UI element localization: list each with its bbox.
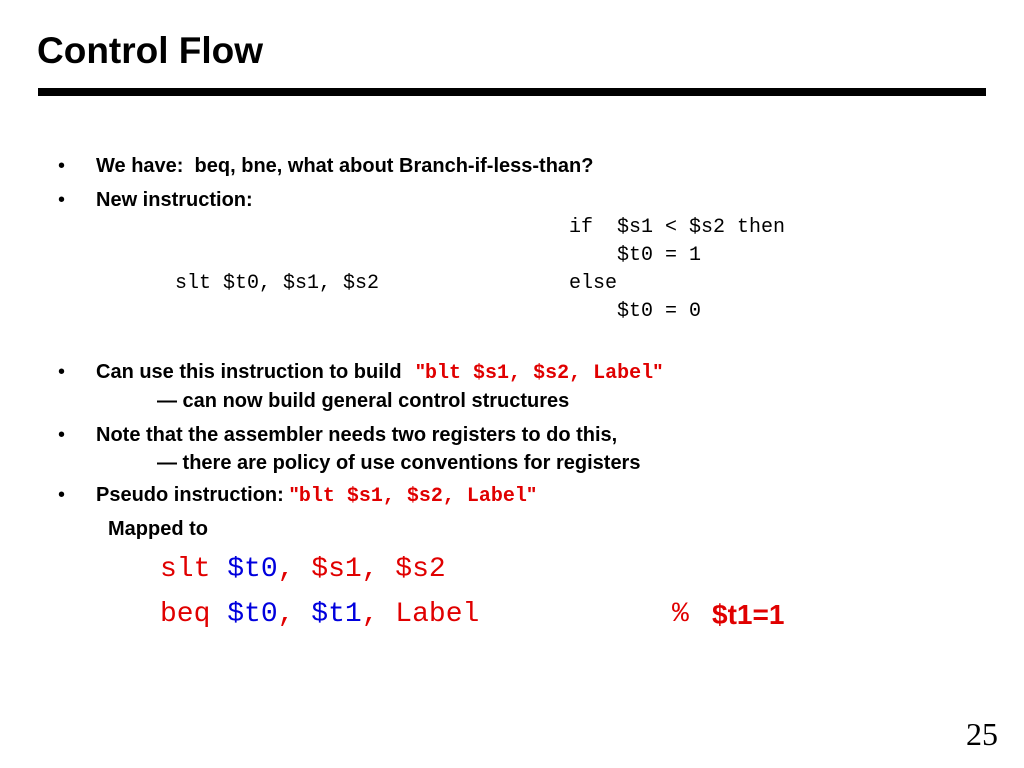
bullet-marker: • xyxy=(58,424,66,446)
inline-code: blt $s1, $s2, Label xyxy=(425,362,654,385)
register: $t0 xyxy=(227,554,278,585)
opcode: beq xyxy=(160,599,211,630)
operands: , $s1, $s2 xyxy=(277,554,446,585)
bullet-text: We have: beq, bne, what about Branch-if-less-than? xyxy=(96,155,594,177)
bullet-text xyxy=(96,483,536,509)
slide-title: Control Flow xyxy=(37,30,264,71)
bullet-text: Note that the assembler needs two registers to do this, xyxy=(96,424,618,446)
bullet-text-prefix: Can use this instruction to build xyxy=(96,361,402,383)
quote-close: " xyxy=(526,484,537,506)
code-then-line: $t0 = 1 xyxy=(617,244,702,267)
bullet-subtext: — there are policy of use conventions for registers xyxy=(157,452,641,474)
register: $t1 xyxy=(311,599,362,630)
quote-close: " xyxy=(653,361,663,383)
register: $t0 xyxy=(227,599,278,630)
inline-code: blt $s1, $s2, Label xyxy=(298,485,527,508)
bullet-marker: • xyxy=(58,361,66,383)
quote-open: " xyxy=(289,484,299,506)
bullet-text-prefix: Pseudo instruction: xyxy=(96,484,290,506)
bullet-text: New instruction: xyxy=(96,189,253,211)
opcode: slt xyxy=(160,554,211,585)
quote-open: " xyxy=(415,361,426,383)
code-else-value: $t0 = 0 xyxy=(617,300,702,323)
bullet-marker: • xyxy=(58,484,66,506)
separator: , xyxy=(277,599,312,630)
bullet-subtext: — can now build general control structures xyxy=(157,390,570,412)
bullet-text xyxy=(96,360,663,386)
comment-text: $t1=1 xyxy=(712,599,785,630)
mapped-line-1 xyxy=(160,553,446,587)
bullet-marker: • xyxy=(58,155,66,177)
operands: , Label xyxy=(361,599,480,630)
code-slt-line: slt $t0, $s1, $s2 xyxy=(175,272,380,295)
mapped-line-2 xyxy=(160,598,479,632)
mapped-to-label: Mapped to xyxy=(108,518,208,540)
code-if-line: if $s1 < $s2 then xyxy=(569,216,786,239)
title-divider xyxy=(38,88,986,96)
bullet-marker: • xyxy=(58,189,66,211)
comment-marker: % xyxy=(672,599,689,630)
page-number: 25 xyxy=(966,716,998,752)
code-else-line: else xyxy=(569,272,618,295)
